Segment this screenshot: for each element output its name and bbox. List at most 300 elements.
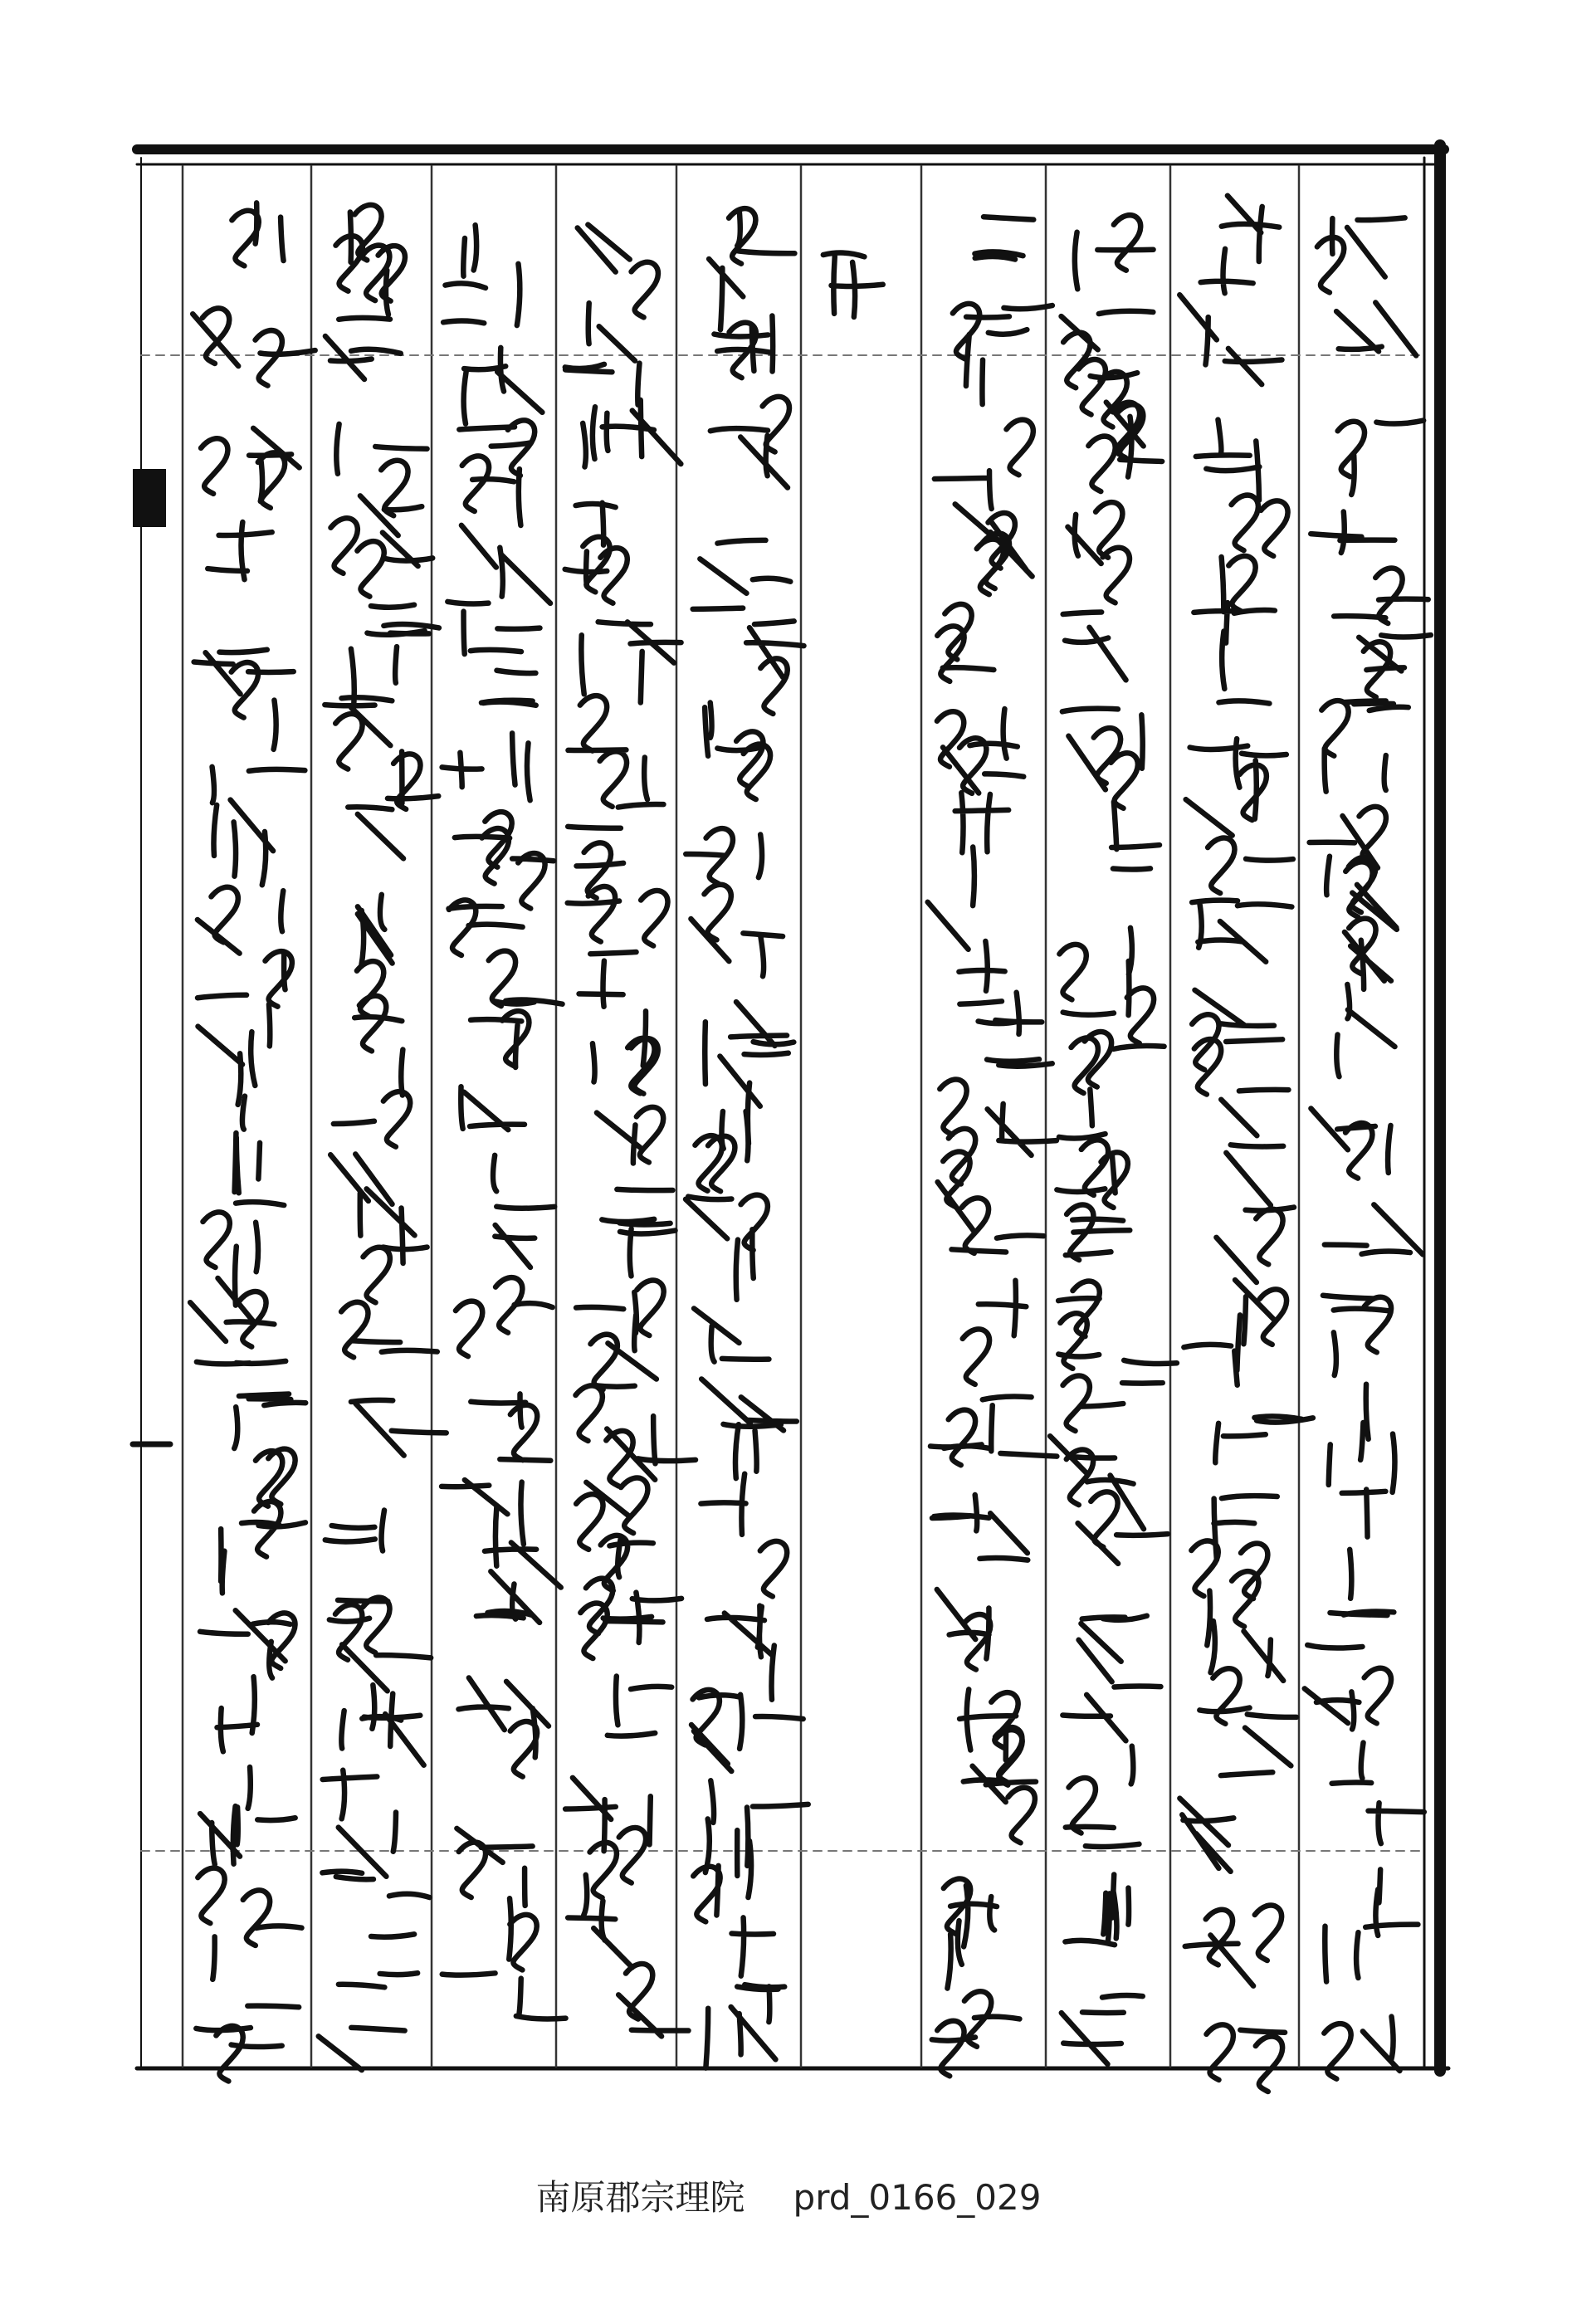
glyph-stroke: [348, 796, 438, 858]
glyph-stroke: [325, 318, 401, 379]
glyph-stroke: [1067, 502, 1129, 603]
handwritten-glyph: [208, 522, 271, 579]
glyph-stroke: [1192, 990, 1282, 1095]
handwritten-glyph: [330, 1598, 431, 1692]
glyph-stroke: [568, 1875, 632, 1968]
glyph-stroke: [1201, 196, 1280, 293]
glyph-stroke: [455, 812, 554, 908]
handwritten-glyph: [194, 650, 294, 718]
glyph-stroke: [471, 999, 562, 1067]
handwritten-glyph: [1186, 799, 1293, 893]
handwritten-glyph: [200, 1610, 295, 1677]
handwritten-glyph: [1075, 215, 1154, 289]
glyph-stroke: [1062, 1995, 1143, 2064]
glyph-stroke: [565, 1778, 651, 1898]
glyph-stroke: [1221, 1090, 1288, 1205]
glyph-stroke: [930, 1396, 1057, 1465]
glyph-stroke: [932, 1991, 1020, 2076]
handwritten-glyph: [1184, 1280, 1286, 1385]
handwritten-glyph: [686, 828, 762, 883]
glyph-stroke: [1185, 1905, 1282, 1985]
file-id: prd_0166_029: [793, 2177, 1042, 2218]
handwritten-glyph: [686, 1195, 768, 1300]
handwritten-glyph: [693, 608, 804, 714]
page-caption: [0, 2170, 1577, 2220]
glyph-stroke: [583, 400, 681, 467]
handwritten-glyph: [319, 1973, 417, 2070]
glyph-stroke: [325, 1511, 384, 1551]
glyph-stroke: [1065, 1874, 1129, 1945]
handwritten-glyph: [200, 1767, 295, 1864]
glyph-stroke: [1311, 1108, 1390, 1178]
glyph-stroke: [213, 800, 273, 886]
handwritten-glyph: [701, 1379, 797, 1478]
handwritten-glyph: [1192, 990, 1282, 1095]
handwritten-glyph: [1323, 1296, 1391, 1375]
handwritten-glyph: [335, 205, 404, 315]
manuscript-column: [1179, 196, 1313, 2092]
handwritten-glyph: [1325, 1869, 1418, 1981]
glyph-stroke: [579, 994, 658, 1093]
handwritten-glyph: [1079, 1616, 1147, 1682]
handwritten-glyph: [930, 1396, 1057, 1465]
handwritten-glyph: [348, 796, 438, 858]
handwritten-glyph: [471, 999, 562, 1067]
glyph-stroke: [932, 1495, 1028, 1560]
handwritten-glyph: [232, 203, 283, 266]
manuscript-column: [190, 203, 315, 2081]
glyph-stroke: [576, 1281, 664, 1390]
glyph-stroke: [937, 604, 994, 681]
handwritten-glyph: [459, 420, 535, 525]
handwritten-glyph: [1307, 1611, 1394, 1648]
handwritten-glyph: [1222, 496, 1288, 612]
glyph-stroke: [1179, 1772, 1272, 1872]
glyph-stroke: [695, 1083, 749, 1192]
glyph-stroke: [568, 696, 647, 807]
handwritten-glyph: [1191, 1496, 1277, 1599]
handwritten-glyph: [706, 1985, 784, 2068]
handwritten-glyph: [608, 1677, 671, 1736]
handwritten-glyph: [581, 622, 681, 702]
handwritten-glyph: [212, 701, 305, 803]
handwritten-glyph: [691, 1690, 803, 1771]
glyph-stroke: [937, 1589, 990, 1670]
glyph-stroke: [1179, 295, 1282, 384]
handwritten-glyph: [963, 1281, 1027, 1384]
glyph-stroke: [1059, 928, 1131, 1015]
handwritten-glyph: [1065, 1874, 1129, 1945]
glyph-stroke: [955, 504, 1033, 594]
handwritten-glyph: [709, 208, 794, 330]
glyph-stroke: [693, 608, 804, 714]
handwritten-glyph: [198, 995, 270, 1105]
handwritten-glyph: [579, 994, 658, 1093]
glyph-stroke: [1066, 1778, 1140, 1847]
glyph-stroke: [1063, 988, 1164, 1092]
handwritten-glyph: [456, 1828, 532, 1897]
handwritten-glyph: [325, 1511, 384, 1551]
handwritten-glyph: [442, 1480, 561, 1587]
handwritten-glyph: [190, 1278, 286, 1364]
handwritten-glyph: [213, 800, 273, 886]
handwritten-glyph: [1179, 1772, 1272, 1872]
glyph-stroke: [445, 225, 520, 325]
glyph-stroke: [322, 1872, 429, 1937]
handwritten-glyph: [325, 697, 420, 809]
glyph-stroke: [200, 1610, 295, 1677]
handwritten-glyph: [1058, 1282, 1177, 1369]
glyph-stroke: [1325, 1204, 1423, 1254]
handwritten-glyph: [323, 1770, 396, 1877]
glyph-stroke: [580, 1579, 681, 1658]
handwritten-glyph: [568, 804, 663, 898]
glyph-stroke: [693, 1866, 774, 1976]
handwritten-glyph: [568, 1875, 632, 1968]
handwritten-glyph: [221, 1501, 305, 1593]
glyph-stroke: [1329, 1384, 1395, 1492]
handwritten-glyph: [1088, 403, 1162, 491]
glyph-stroke: [1336, 302, 1416, 355]
handwritten-glyph: [351, 605, 439, 703]
handwritten-glyph: [974, 217, 1033, 259]
glyph-stroke: [974, 217, 1033, 259]
glyph-stroke: [618, 1964, 688, 2036]
handwritten-glyph: [565, 503, 627, 603]
glyph-stroke: [581, 622, 681, 702]
sheet-frame: [133, 145, 1448, 2071]
glyph-stroke: [568, 804, 663, 898]
glyph-stroke: [701, 1474, 787, 1597]
glyph-stroke: [565, 503, 627, 603]
handwritten-glyph: [937, 604, 994, 681]
glyph-stroke: [823, 253, 883, 317]
handwritten-glyph: [1063, 988, 1164, 1092]
glyph-stroke: [1063, 613, 1126, 681]
glyph-stroke: [937, 709, 1023, 793]
handwritten-glyph: [1321, 701, 1408, 792]
glyph-stroke: [1196, 420, 1260, 500]
handwritten-glyph: [705, 703, 770, 800]
handwritten-glyph: [1078, 1476, 1168, 1564]
glyph-stroke: [330, 1598, 431, 1692]
handwritten-glyph: [940, 1080, 1057, 1207]
handwritten-glyph: [1221, 1090, 1288, 1205]
handwritten-glyph: [1057, 1189, 1130, 1260]
archive-name: 南原郡宗理院: [535, 2177, 745, 2218]
handwritten-glyph: [330, 496, 432, 596]
handwritten-glyph: [568, 696, 647, 807]
glyph-stroke: [953, 304, 1052, 404]
glyph-stroke: [944, 1879, 997, 1989]
glyph-stroke: [707, 1606, 774, 1700]
handwritten-glyph: [1342, 1489, 1386, 1598]
handwritten-glyph: [691, 885, 783, 976]
glyph-stroke: [447, 602, 540, 673]
handwritten-glyph: [456, 1277, 553, 1356]
glyph-stroke: [1216, 1208, 1294, 1282]
glyph-stroke: [1184, 1280, 1286, 1385]
handwritten-glyph: [1329, 1384, 1395, 1492]
handwritten-glyph: [1067, 502, 1129, 603]
handwritten-glyph: [201, 428, 300, 508]
handwritten-glyph: [1336, 302, 1416, 355]
glyph-stroke: [461, 1086, 525, 1191]
handwritten-glyph: [1062, 1687, 1160, 1784]
glyph-stroke: [1342, 1489, 1386, 1598]
manuscript-column: [928, 217, 1057, 2076]
handwritten-glyph: [693, 1866, 774, 1976]
glyph-stroke: [325, 697, 420, 809]
handwritten-glyph: [1206, 2024, 1285, 2092]
handwritten-glyph: [710, 397, 789, 488]
manuscript-column: [686, 208, 808, 2068]
handwritten-glyph: [1190, 701, 1286, 820]
handwritten-glyph: [198, 1868, 301, 1980]
glyph-stroke: [458, 1677, 548, 1776]
handwritten-glyph: [700, 540, 790, 593]
glyph-stroke: [1050, 1375, 1163, 1505]
handwritten-glyph: [602, 1189, 675, 1276]
glyph-stroke: [201, 428, 300, 508]
handwritten-glyph: [445, 225, 520, 325]
handwritten-glyph: [461, 525, 550, 603]
handwritten-glyph: [234, 1394, 305, 1506]
glyph-stroke: [1079, 1616, 1147, 1682]
handwritten-glyph: [330, 1091, 410, 1204]
glyph-stroke: [1075, 215, 1154, 289]
glyph-stroke: [1338, 421, 1423, 495]
glyph-stroke: [705, 703, 770, 800]
glyph-stroke: [461, 525, 550, 603]
glyph-stroke: [198, 995, 270, 1105]
handwritten-glyph: [565, 1778, 651, 1898]
handwritten-glyph: [443, 320, 542, 423]
glyph-stroke: [234, 1394, 305, 1506]
handwritten-glyph: [1050, 1375, 1163, 1505]
handwritten-glyph: [959, 993, 1052, 1067]
glyph-stroke: [509, 1868, 536, 1970]
glyph-stroke: [1305, 1668, 1391, 1779]
manuscript-column: [823, 253, 883, 317]
handwritten-glyph: [461, 1086, 525, 1191]
glyph-stroke: [456, 1828, 532, 1897]
handwritten-glyph: [341, 1685, 423, 1765]
glyph-stroke: [330, 1091, 410, 1204]
manuscript-column: [442, 225, 565, 2019]
handwritten-glyph: [198, 887, 292, 1007]
handwritten-glyph: [1062, 1995, 1143, 2064]
handwritten-glyph: [193, 308, 315, 385]
glyph-stroke: [1058, 1282, 1177, 1369]
handwritten-glyph: [471, 1394, 550, 1460]
glyph-stroke: [959, 1689, 1023, 1784]
glyph-stroke: [341, 1302, 437, 1357]
handwritten-glyph: [325, 318, 401, 379]
handwritten-glyph: [955, 504, 1033, 594]
manuscript-column: [1050, 215, 1177, 2064]
glyph-stroke: [691, 1690, 803, 1771]
glyph-stroke: [495, 1207, 554, 1267]
glyph-stroke: [1199, 1668, 1296, 1765]
glyph-stroke: [330, 496, 432, 596]
glyph-stroke: [1317, 217, 1405, 292]
glyph-stroke: [686, 1195, 768, 1300]
glyph-stroke: [701, 1379, 797, 1478]
glyph-stroke: [955, 793, 1009, 906]
glyph-stroke: [940, 1080, 1057, 1207]
glyph-stroke: [1190, 701, 1286, 820]
glyph-stroke: [232, 203, 283, 266]
handwritten-glyph: [701, 1474, 787, 1597]
handwritten-glyph: [442, 1973, 566, 2019]
glyph-stroke: [576, 1478, 653, 1591]
handwritten-glyph: [1201, 196, 1280, 293]
handwritten-glyph: [953, 304, 1052, 404]
glyph-stroke: [193, 308, 315, 385]
handwritten-glyph: [823, 253, 883, 317]
glyph-stroke: [217, 1677, 257, 1751]
handwritten-glyph: [495, 1207, 554, 1267]
manuscript-column: [1305, 217, 1431, 2078]
handwritten-glyph: [455, 812, 554, 908]
glyph-stroke: [198, 1868, 301, 1980]
handwritten-glyph: [1059, 928, 1131, 1015]
handwritten-glyph: [1336, 984, 1394, 1077]
glyph-stroke: [351, 605, 439, 703]
handwritten-glyph: [576, 1385, 696, 1486]
handwritten-glyph: [1199, 1668, 1296, 1765]
glyph-stroke: [336, 424, 427, 515]
glyph-stroke: [190, 1278, 286, 1364]
glyph-stroke: [194, 650, 294, 718]
handwritten-glyph: [1063, 613, 1126, 681]
glyph-stroke: [476, 1571, 540, 1623]
handwritten-glyph: [937, 709, 1023, 793]
handwritten-glyph: [1317, 217, 1405, 292]
handwritten-glyph: [322, 1872, 429, 1937]
glyph-stroke: [691, 885, 783, 976]
handwritten-glyph: [341, 1302, 437, 1357]
glyph-stroke: [208, 522, 271, 579]
glyph-stroke: [1206, 2024, 1285, 2092]
glyph-stroke: [576, 1385, 696, 1486]
handwritten-glyph: [576, 1478, 653, 1591]
handwritten-glyph: [568, 886, 668, 1007]
glyph-stroke: [709, 208, 794, 330]
glyph-stroke: [1307, 1611, 1394, 1648]
glyph-stroke: [1325, 1869, 1418, 1981]
glyph-stroke: [221, 1501, 305, 1593]
glyph-stroke: [323, 1770, 396, 1877]
handwritten-glyph: [959, 1689, 1023, 1784]
glyph-stroke: [1111, 802, 1160, 869]
glyph-stroke: [471, 1394, 550, 1460]
handwritten-glyph: [1216, 1208, 1294, 1282]
glyph-stroke: [565, 303, 640, 405]
glyph-stroke: [442, 1973, 566, 2019]
handwritten-glyph: [707, 1606, 774, 1700]
handwritten-glyph: [1311, 1108, 1390, 1178]
handwritten-glyph: [1194, 603, 1275, 689]
glyph-stroke: [1321, 701, 1408, 792]
handwritten-glyph: [944, 1879, 997, 1989]
handwritten-glyph: [217, 1677, 257, 1751]
handwritten-glyph: [509, 1868, 536, 1970]
glyph-stroke: [1062, 1687, 1160, 1784]
handwritten-glyph: [935, 420, 1033, 509]
handwritten-glyph: [932, 1991, 1020, 2076]
glyph-stroke: [235, 1096, 260, 1194]
handwriting: [190, 196, 1431, 2092]
handwritten-glyph: [928, 902, 1005, 991]
handwritten-glyph: [1185, 1905, 1282, 1985]
handwritten-glyph: [442, 701, 536, 800]
glyph-stroke: [459, 420, 535, 525]
glyph-stroke: [341, 1685, 423, 1765]
glyph-stroke: [710, 397, 789, 488]
glyph-stroke: [1062, 709, 1143, 808]
glyph-stroke: [1078, 1476, 1168, 1564]
handwritten-glyph: [695, 1083, 749, 1192]
handwritten-glyph: [1305, 1668, 1391, 1779]
handwritten-glyph: [449, 900, 523, 1006]
glyph-stroke: [198, 887, 292, 1007]
glyph-stroke: [442, 701, 536, 800]
handwritten-glyph: [618, 1964, 688, 2036]
glyph-stroke: [959, 993, 1052, 1067]
glyph-stroke: [1057, 1189, 1130, 1260]
glyph-stroke: [1323, 1296, 1391, 1375]
handwritten-glyph: [476, 1571, 540, 1623]
handwritten-glyph: [955, 793, 1009, 906]
glyph-stroke: [442, 1480, 561, 1587]
handwritten-glyph: [565, 303, 640, 405]
glyph-stroke: [319, 1973, 417, 2070]
handwritten-glyph: [458, 1677, 548, 1776]
glyph-stroke: [1336, 984, 1394, 1077]
glyph-stroke: [449, 900, 523, 1006]
glyph-stroke: [1222, 496, 1288, 612]
glyph-stroke: [568, 886, 668, 1007]
handwritten-glyph: [597, 1107, 663, 1164]
handwritten-glyph: [580, 1579, 681, 1658]
glyph-stroke: [1191, 1496, 1277, 1599]
glyph-stroke: [443, 320, 542, 423]
glyph-stroke: [608, 1677, 671, 1736]
handwritten-glyph: [694, 1308, 769, 1361]
handwritten-glyph: [583, 400, 681, 467]
glyph-stroke: [597, 1107, 663, 1164]
glyph-stroke: [1311, 511, 1402, 623]
glyph-stroke: [1192, 901, 1291, 962]
glyph-stroke: [686, 828, 762, 883]
glyph-stroke: [706, 1985, 784, 2068]
handwritten-glyph: [336, 424, 427, 515]
glyph-stroke: [928, 902, 1005, 991]
glyph-stroke: [200, 1767, 295, 1864]
handwritten-glyph: [932, 1495, 1028, 1560]
glyph-stroke: [694, 1308, 769, 1361]
glyph-stroke: [700, 540, 790, 593]
handwritten-glyph: [1192, 901, 1291, 962]
handwritten-glyph: [1111, 802, 1160, 869]
glyph-stroke: [1194, 603, 1275, 689]
glyph-stroke: [935, 420, 1033, 509]
handwritten-glyph: [1325, 1204, 1423, 1254]
glyph-stroke: [963, 1281, 1027, 1384]
handwritten-glyph: [203, 1202, 284, 1305]
